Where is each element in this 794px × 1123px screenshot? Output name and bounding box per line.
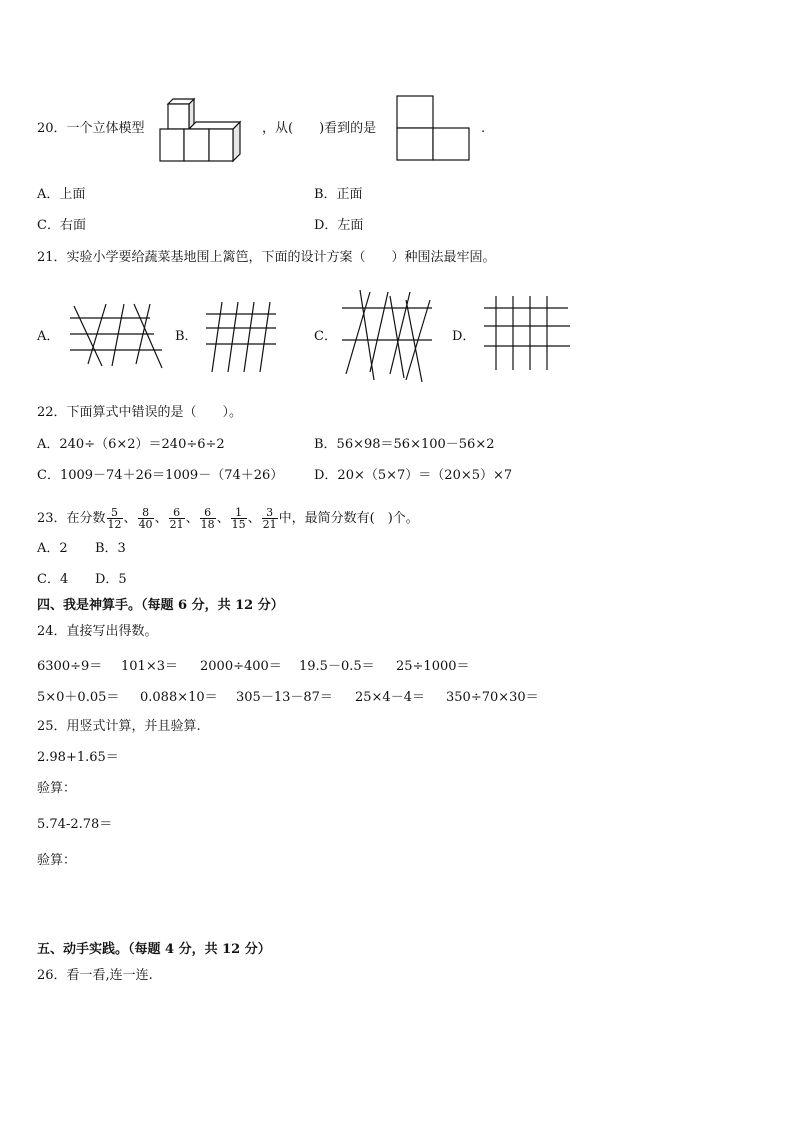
calc-item: 19.5－0.5＝ xyxy=(299,659,375,674)
cube-model-figure xyxy=(158,96,250,164)
fence-design-b xyxy=(204,298,282,374)
fraction: $\frac{5}{12}$ xyxy=(107,506,122,531)
q21-stem: 21．实验小学要给蔬菜基地围上篱笆，下面的设计方案（ ）种围法最牢固。 xyxy=(37,250,496,265)
fraction: $\frac{3}{21}$ xyxy=(262,506,277,531)
calc-item: 2000÷400＝ xyxy=(200,659,282,674)
calc-item: 6300÷9＝ xyxy=(37,659,103,674)
q23-option-b[interactable]: B．3 xyxy=(95,541,126,556)
calc-item: 305－13－87＝ xyxy=(236,690,333,705)
q25-stem: 25．用竖式计算，并且验算. xyxy=(37,719,201,734)
q21-option-d-label[interactable]: D． xyxy=(452,329,476,344)
fence-design-c xyxy=(340,288,436,384)
q23-option-c[interactable]: C．4 xyxy=(37,572,69,587)
q21-option-b-label[interactable]: B． xyxy=(175,329,198,344)
q20-option-c[interactable]: C．右面 xyxy=(37,218,86,233)
view-shape-figure xyxy=(395,94,471,162)
q23-stem: 23．在分数 $\frac{5}{12}$ 、 $\frac{8}{40}$ 、 $\frac{6}{21}$ 、 $\frac{6}{18}$ 、 $\frac{1}{15}$ 、 $\frac{3}{21}$ 中，最简分数有( )个。 xyxy=(37,506,419,531)
q24-row2 xyxy=(0,686,794,705)
q23-stem-post: 中，最简分数有( )个。 xyxy=(278,511,419,526)
section4-title: 四、我是神算手。（每题 6 分，共 12 分） xyxy=(37,598,284,613)
q23-option-d[interactable]: D．5 xyxy=(95,572,127,587)
q26-stem: 26．看一看,连一连. xyxy=(37,968,153,983)
q20-option-a[interactable]: A．上面 xyxy=(37,187,86,202)
calc-item: 350÷70×30＝ xyxy=(446,690,539,705)
section5-title: 五、动手实践。（每题 4 分，共 12 分） xyxy=(37,942,271,957)
q22-stem: 22．下面算式中错误的是（ ）。 xyxy=(37,405,243,420)
calc-item: 5×0＋0.05＝ xyxy=(37,690,120,705)
q25-expr2: 5.74-2.78＝ xyxy=(37,817,113,832)
q25-check2: 验算： xyxy=(37,853,77,868)
fraction: $\frac{1}{15}$ xyxy=(231,506,246,531)
calc-item: 25÷1000＝ xyxy=(396,659,470,674)
q24-row1 xyxy=(0,655,794,674)
q21-option-a-label[interactable]: A． xyxy=(37,329,60,344)
fraction: $\frac{8}{40}$ xyxy=(138,506,153,531)
q22-option-c[interactable]: C．1009－74＋26＝1009－（74＋26） xyxy=(37,468,284,483)
calc-item: 101×3＝ xyxy=(121,659,178,674)
q25-check1: 验算： xyxy=(37,781,77,796)
fraction: $\frac{6}{18}$ xyxy=(200,506,215,531)
q22-option-a[interactable]: A．240÷（6×2）＝240÷6÷2 xyxy=(37,437,225,452)
q20-option-b[interactable]: B．正面 xyxy=(314,187,363,202)
fraction: $\frac{6}{21}$ xyxy=(169,506,184,531)
fence-design-a xyxy=(66,296,168,370)
q23-option-a[interactable]: A．2 xyxy=(37,541,68,556)
q21-option-c-label[interactable]: C． xyxy=(314,329,337,344)
q23-stem-pre: 23．在分数 xyxy=(37,511,106,526)
q20-option-d[interactable]: D．左面 xyxy=(314,218,364,233)
q20-stem-end: . xyxy=(481,121,486,136)
q22-option-b[interactable]: B．56×98＝56×100－56×2 xyxy=(314,437,495,452)
fence-design-d xyxy=(482,294,574,372)
q22-option-d[interactable]: D．20×（5×7）＝（20×5）×7 xyxy=(314,468,513,483)
q25-expr1: 2.98+1.65＝ xyxy=(37,750,119,765)
calc-item: 25×4－4＝ xyxy=(355,690,425,705)
calc-item: 0.088×10＝ xyxy=(140,690,218,705)
q20-stem-mid: ，从( )看到的是 xyxy=(262,121,377,136)
q20-stem-pre: 20．一个立体模型 xyxy=(37,121,145,136)
q24-stem: 24．直接写出得数。 xyxy=(37,624,158,639)
